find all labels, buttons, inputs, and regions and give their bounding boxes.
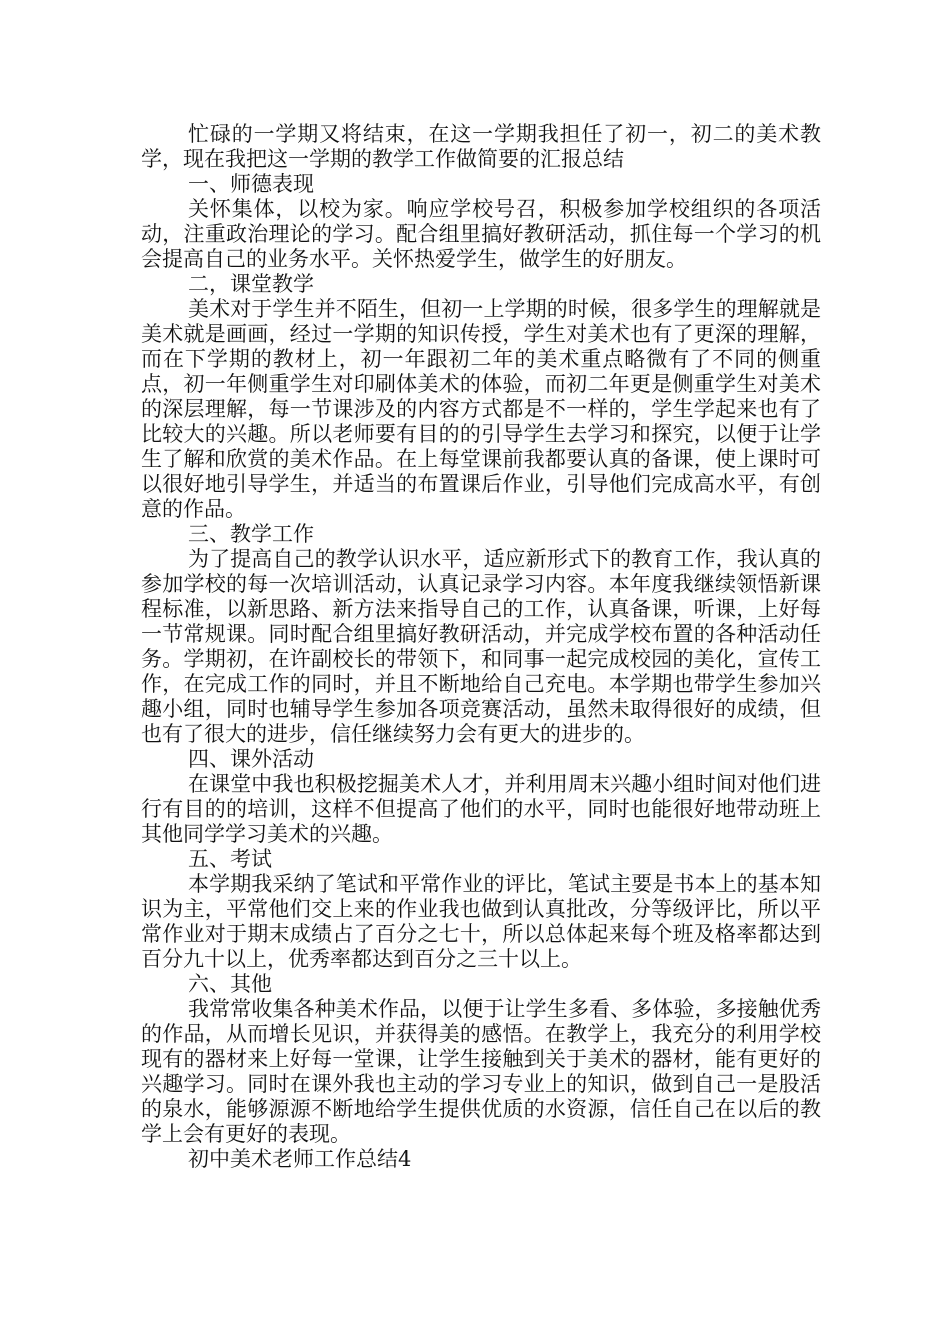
- section-heading-other: 六、其他: [188, 972, 272, 996]
- section-heading-exams: 五、考试: [188, 847, 272, 871]
- document-body: [141, 122, 821, 1172]
- ethics-paragraph: 关怀集体，以校为家。响应学校号召，积极参加学校组织的各项活动，注重政治理论的学习。配合组里搞好教研活动，抓住每一个学习的机会提高自己的业务水平。关怀热爱学生，做学生的好朋友。: [141, 197, 821, 271]
- extracurricular-paragraph: 在课堂中我也积极挖掘美术人才，并利用周末兴趣小组时间对他们进行有目的的培训，这样不但提高了他们的水平，同时也能很好地带动班上其他同学学习美术的兴趣。: [141, 772, 821, 846]
- intro-paragraph: 忙碌的一学期又将结束，在这一学期我担任了初一，初二的美术教学，现在我把这一学期的教学工作做简要的汇报总结: [141, 122, 821, 171]
- section-heading-extracurricular: 四、课外活动: [188, 747, 314, 771]
- exams-paragraph: 本学期我采纳了笔试和平常作业的评比，笔试主要是书本上的基本知识为主，平常他们交上来的作业我也做到认真批改，分等级评比，所以平常作业对于期末成绩占了百分之七十，所以总体起来每个班及格率都达到百分九十以上，优秀率都达到百分之三十以上。: [141, 872, 821, 971]
- section-heading-ethics: 一、师德表现: [188, 172, 314, 196]
- next-section-title: 初中美术老师工作总结4: [188, 1147, 412, 1171]
- classroom-paragraph: 美术对于学生并不陌生，但初一上学期的时候，很多学生的理解就是美术就是画画，经过一学期的知识传授，学生对美术也有了更深的理解，而在下学期的教材上，初一年跟初二年的美术重点略微有了不同的侧重点，初一年侧重学生对印刷体美术的体验，而初二年更是侧重学生对美术的深层理解，每一节课涉及的内容方式都是不一样的，学生学起来也有了比较大的兴趣。所以老师要有目的的引导学生去学习和探究，以便于让学生了解和欣赏的美术作品。在上每堂课前我都要认真的备课，使上课时可以很好地引导学生，并适当的布置课后作业，引导他们完成高水平，有创意的作品。: [141, 297, 821, 521]
- teaching-paragraph: 为了提高自己的教学认识水平，适应新形式下的教育工作，我认真的参加学校的每一次培训活动，认真记录学习内容。本年度我继续领悟新课程标准，以新思路、新方法来指导自己的工作，认真备课，听课，上好每一节常规课。同时配合组里搞好教研活动，并完成学校布置的各种活动任务。学期初，在许副校长的带领下，和同事一起完成校园的美化，宣传工作，在完成工作的同时，并且不断地给自己充电。本学期也带学生参加兴趣小组，同时也辅导学生参加各项竞赛活动，虽然未取得很好的成绩，但也有了很大的进步，信任继续努力会有更大的进步的。: [141, 547, 821, 746]
- section-heading-classroom: 二，课堂教学: [188, 272, 314, 296]
- section-heading-teaching: 三、教学工作: [188, 522, 314, 546]
- other-paragraph: 我常常收集各种美术作品，以便于让学生多看、多体验，多接触优秀的作品，从而增长见识，并获得美的感悟。在教学上，我充分的利用学校现有的器材来上好每一堂课，让学生接触到关于美术的器材，能有更好的兴趣学习。同时在课外我也主动的学习专业上的知识，做到自己一是股活的泉水，能够源源不断地给学生提供优质的水资源，信任自己在以后的教学上会有更好的表现。: [141, 997, 821, 1146]
